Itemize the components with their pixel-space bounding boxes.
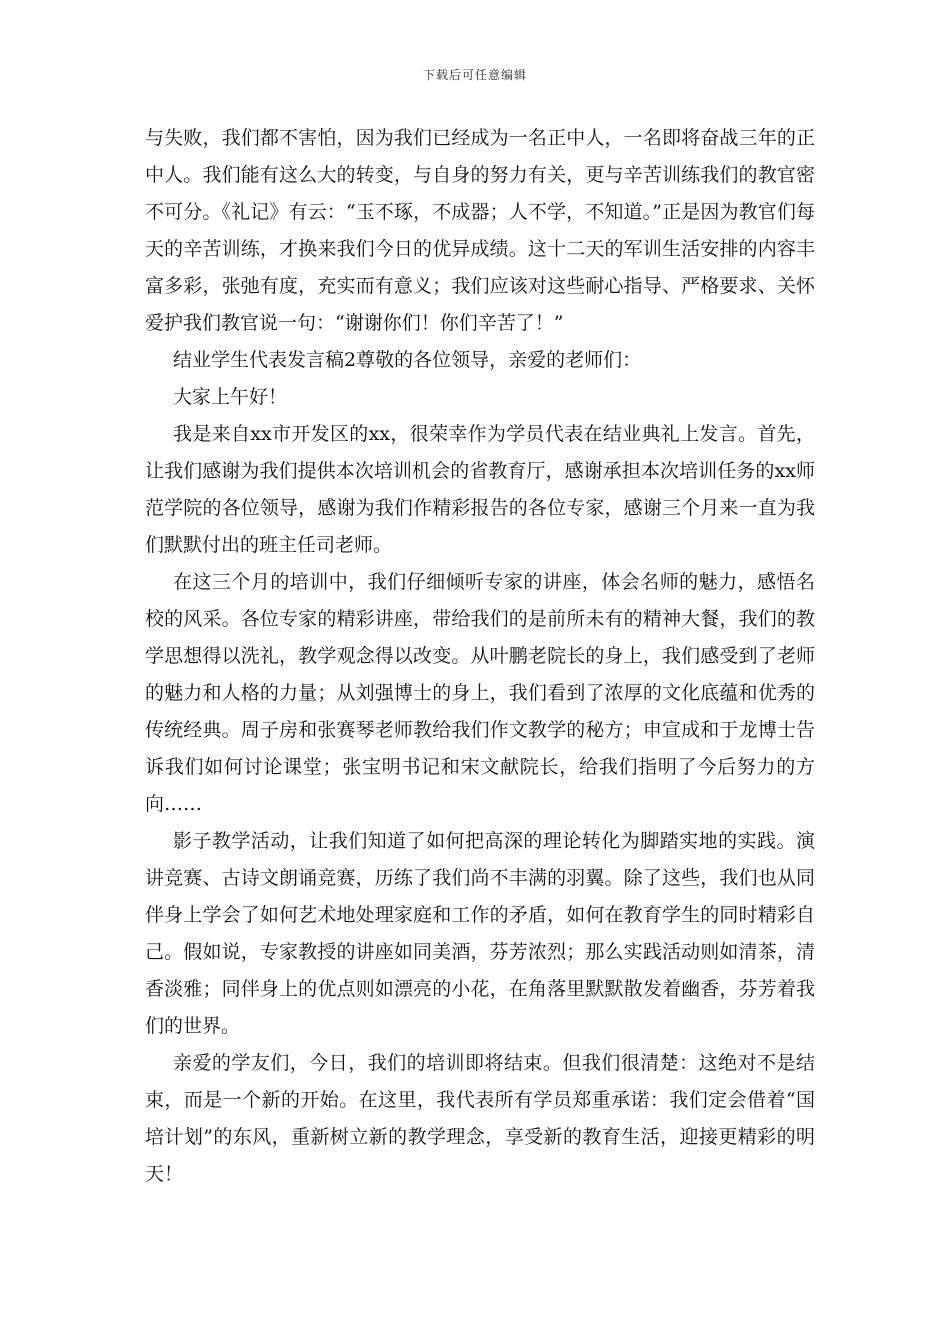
page-header: 下载后可任意编辑 [422, 68, 527, 82]
paragraph-training-review: 在这三个月的培训中，我们仔细倾听专家的讲座，体会名师的魅力，感悟名校的风采。各位专家的精彩讲座，带给我们的是前所未有的精神大餐，我们的教学思想得以洗礼，教学观念得以改变。从叶鹏老院长的身上，我们感受到了老师的魅力和人格的力量；从刘强博士的身上，我们看到了浓厚的文化底蕴和优秀的传统经典。周子房和张赛琴老师教给我们作文教学的秘方；申宣成和于龙博士告诉我们如何讨论课堂；张宝明书记和宋文献院长，给我们指明了今后努力的方向…… [145, 571, 815, 815]
paragraph-speech-title: 结业学生代表发言稿2尊敬的各位领导，亲爱的老师们： [173, 349, 642, 371]
document-body [145, 120, 815, 1193]
paragraph-activities: 影子教学活动，让我们知道了如何把高深的理论转化为脚踏实地的实践。演讲竞赛、古诗文朗诵竞赛，历练了我们尚不丰满的羽翼。除了这些，我们也从同伴身上学会了如何艺术地处理家庭和工作的矛盾，如何在教育学生的同时精彩自己。假如说，专家教授的讲座如同美酒，芬芳浓烈；那么实践活动则如清茶，清香淡雅；同伴身上的优点则如漂亮的小花，在角落里默默散发着幽香，芬芳着我们的世界。 [145, 830, 815, 1037]
paragraph-greeting: 大家上午好！ [173, 386, 288, 408]
paragraph-closing: 亲爱的学友们，今日，我们的培训即将结束。但我们很清楚：这绝对不是结束，而是一个新的开始。在这里，我代表所有学员郑重承诺：我们定会借着“国培计划”的东风，重新树立新的教学理念，享受新的教育生活，迎接更精彩的明天！ [145, 1052, 815, 1185]
paragraph-continuation: 与失败，我们都不害怕，因为我们已经成为一名正中人，一名即将奋战三年的正中人。我们能有这么大的转变，与自身的努力有关，更与辛苦训练我们的教官密不可分。《礼记》有云：“玉不琢，不成器；人不学，不知道。”正是因为教官们每天的辛苦训练，才换来我们今日的优异成绩。这十二天的军训生活安排的内容丰富多彩，张弛有度，充实而有意义；我们应该对这些耐心指导、严格要求、关怀爱护我们教官说一句：“谢谢你们！你们辛苦了！” [145, 127, 815, 334]
paragraph-introduction: 我是来自xx市开发区的xx，很荣幸作为学员代表在结业典礼上发言。首先，让我们感谢为我们提供本次培训机会的省教育厅，感谢承担本次培训任务的xx师范学院的各位领导，感谢为我们作精彩报告的各位专家，感谢三个月来一直为我们默默付出的班主任司老师。 [145, 423, 815, 556]
